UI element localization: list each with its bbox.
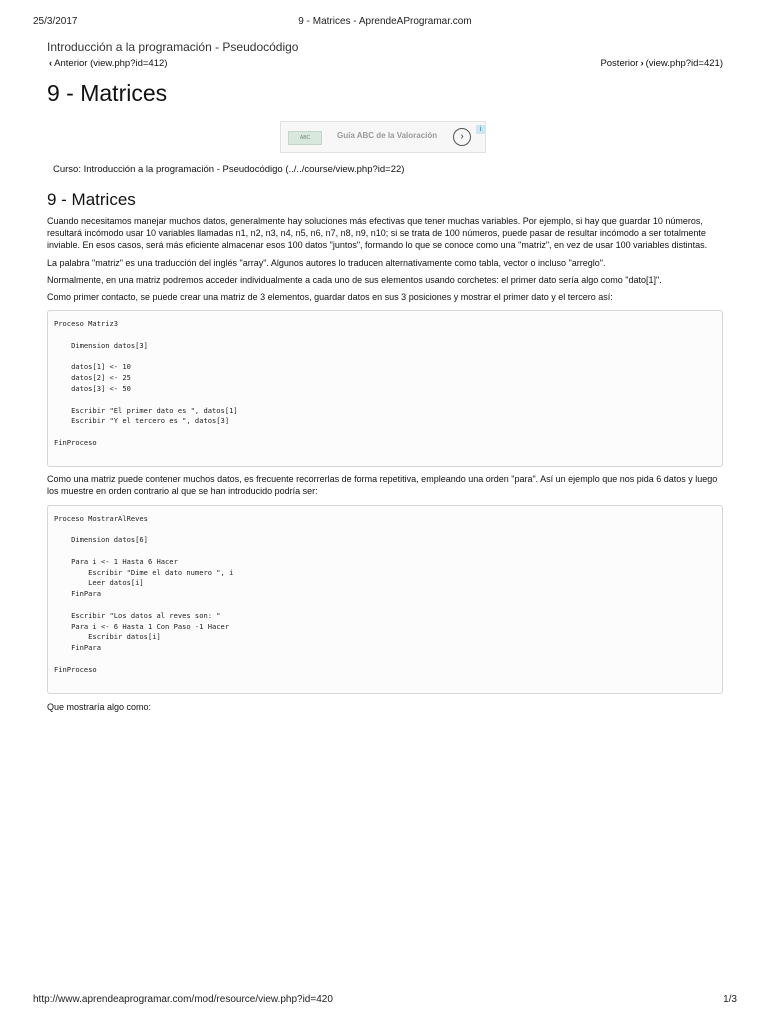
code-listing: Proceso Matriz3 Dimension datos[3] datos[1] <- 10 datos[2] <- 25 datos[3] <- 50 Escribir "El primer dato es ", datos[1] Escribir "Y el tercero es ", datos[3] FinProceso	[54, 319, 238, 447]
print-header	[33, 16, 737, 30]
paragraph: La palabra "matriz" es una traducción del inglés "array". Algunos autores lo traducen alternativamente como tabla, vector o incluso "arreglo".	[47, 257, 606, 268]
paragraph: Cuando necesitamos manejar muchos datos, generalmente hay soluciones más efectivas que tener muchas variables. Por ejemplo, si hay que guardar 10 números, resultará incómodo usar 10 variables llamadas n1, n2, n3, n4, n5, n6, n7, n8, n9, n10; si se trata de 100 números, puede pasar de resultar incómodo a ser totalmente inviable. En esos casos, será más eficiente almacenar esos 100 datos "juntos", formando lo que se conoce como una "matriz", en vez de usar 100 variables distintas.	[47, 216, 708, 251]
chevron-right-icon: ›	[640, 58, 644, 69]
ad-choices-icon[interactable]: i	[476, 125, 485, 134]
chevron-left-icon: ‹	[49, 58, 53, 69]
previous-link[interactable]	[47, 58, 167, 69]
ad-text: Guía ABC de la Valoración	[337, 131, 438, 140]
ad-banner[interactable]	[280, 121, 486, 153]
paragraph: Normalmente, en una matriz podremos acceder individualmente a cada uno de sus elementos usando corchetes: el primer dato sería algo como "dato[1]".	[47, 274, 662, 285]
print-date: 25/3/2017	[33, 16, 78, 27]
code-listing: Proceso MostrarAlReves Dimension datos[6] Para i <- 1 Hasta 6 Hacer Escribir "Dime el dato numero ", i Leer datos[i] FinPara Escribir "Los datos al reves son: " Para i <- 6 Hasta 1 Con Paso -1 Hacer Escribir datos[i] FinPara FinProceso	[54, 513, 234, 674]
paragraph: Que mostraría algo como:	[47, 701, 152, 712]
arrow-right-icon[interactable]: ›	[453, 128, 471, 146]
code-block	[47, 505, 723, 694]
print-footer	[33, 994, 737, 1008]
next-link-target: (view.php?id=421)	[645, 58, 723, 69]
breadcrumb[interactable]: Curso: Introducción a la programación - Pseudocódigo (../../course/view.php?id=22)	[53, 164, 405, 175]
paragraph: Como primer contacto, se puede crear una matriz de 3 elementos, guardar datos en sus 3 posiciones y mostrar el primer dato y el tercero así:	[47, 292, 613, 303]
next-link[interactable]	[600, 58, 723, 69]
section-title: 9 - Matrices	[47, 190, 136, 209]
print-page-title: 9 - Matrices - AprendeAProgramar.com	[298, 16, 472, 27]
page-content	[47, 40, 723, 713]
previous-label: Anterior (view.php?id=412)	[54, 58, 168, 69]
next-label: Posterior	[600, 58, 639, 69]
ad-logo: ABC	[288, 131, 322, 145]
code-block	[47, 310, 723, 467]
course-title[interactable]: Introducción a la programación - Pseudocódigo	[47, 40, 299, 54]
page-number: 1/3	[723, 994, 737, 1005]
paragraph: Como una matriz puede contener muchos datos, es frecuente recorrerlas de forma repetitiva, empleando una orden "para". Así un ejemplo que nos pida 6 datos y luego los muestre en orden contrario al que se han introducido podría ser:	[47, 474, 718, 497]
page-title: 9 - Matrices	[47, 80, 168, 106]
print-url: http://www.aprendeaprogramar.com/mod/resource/view.php?id=420	[33, 994, 333, 1005]
lesson-navigation	[47, 58, 723, 72]
